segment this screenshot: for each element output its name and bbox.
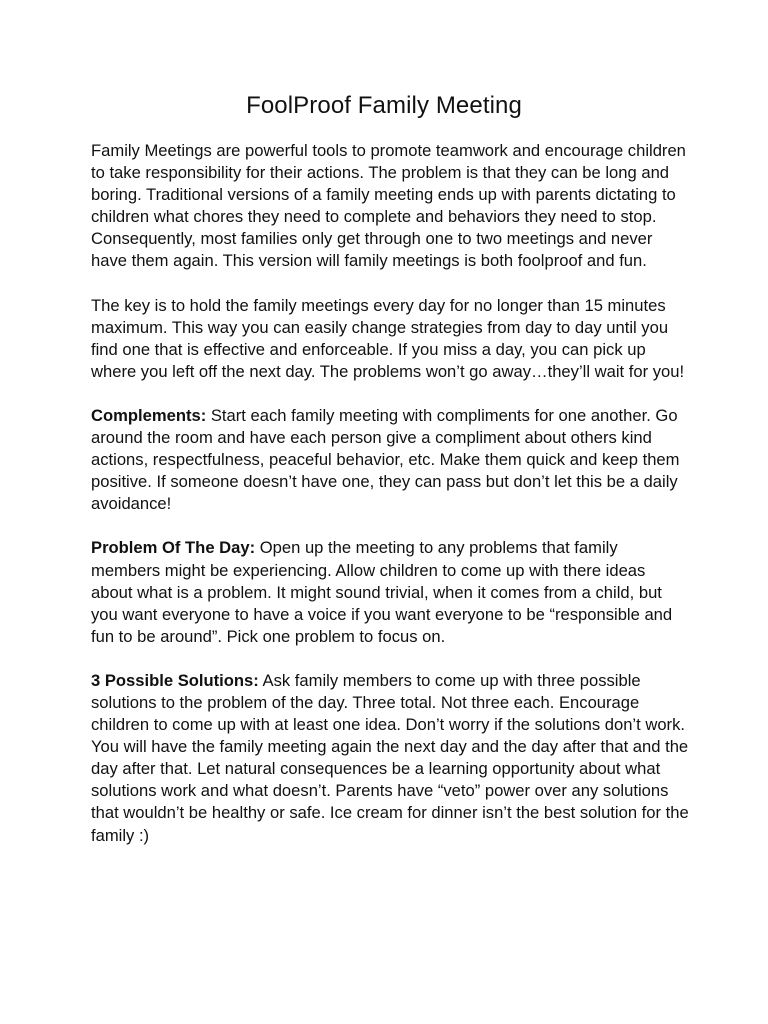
- paragraph-intro: [91, 140, 691, 273]
- page-title: FoolProof Family Meeting: [246, 92, 522, 119]
- paragraph-text: Open up the meeting to any problems that family members might be experiencing. Allow children to come up with there ideas about what is a problem. It might sound trivial, when it comes from a child, but you want everyone to have a voice if you want everyone to be “responsible and fun to be around”. Pick one problem to focus on.: [91, 538, 673, 646]
- section-heading-problem-of-the-day: Problem Of The Day:: [91, 538, 256, 558]
- paragraph-possible-solutions: [91, 670, 691, 847]
- section-heading-possible-solutions: 3 Possible Solutions:: [91, 670, 259, 690]
- paragraph-complements: [91, 405, 691, 515]
- paragraph-text: Family Meetings are powerful tools to promote teamwork and encourage children to take responsibility for their actions. The problem is that they can be long and boring. Traditional versions of a family meeting ends up with parents dictating to children what chores they need to complete and behaviors they need to stop. Consequently, most families only get through one to two meetings and never have them again. This version will family meetings is both foolproof and fun.: [91, 141, 686, 271]
- paragraph-text: Start each family meeting with compliments for one another. Go around the room and have each person give a compliment about others kind actions, respectfulness, peaceful behavior, etc. Make them quick and keep them positive. If someone doesn’t have one, they can pass but don’t let this be a daily avoidance!: [91, 405, 680, 514]
- section-heading-complements: Complements:: [91, 405, 207, 425]
- paragraph-problem-of-the-day: [91, 537, 691, 647]
- paragraph-text: The key is to hold the family meetings every day for no longer than 15 minutes maximum. This way you can easily change strategies from day to day until you find one that is effective and enforceable. If you miss a day, you can pick up where you left off the next day. The problems won’t go away…they’ll wait for you!: [91, 295, 685, 381]
- document-body: [91, 140, 691, 869]
- paragraph-text: Ask family members to come up with three possible solutions to the problem of the day. Three total. Not three each. Encourage children to come up with at least one idea. Don’t worry if the solutions don’t work. You will have the family meeting again the next day and the day after that and the day after that. Let natural consequences be a learning opportunity about what solutions work and what doesn’t. Parents have “veto” power over any solutions that wouldn’t be healthy or safe. Ice cream for dinner isn’t the best solution for the family :): [91, 670, 689, 845]
- paragraph-key: [91, 295, 691, 383]
